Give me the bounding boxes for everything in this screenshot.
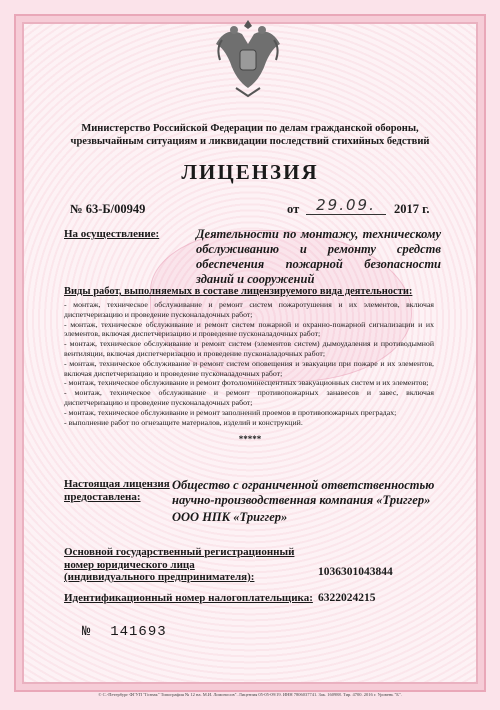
list-item: - монтаж, техническое обслуживание и ремонт противопожарных занавесов и завес, включая диспетчеризацию и проведение пусконаладочных работ; <box>64 388 434 407</box>
list-item: - монтаж, техническое обслуживание и ремонт фотолюминесцентных эвакуационных систем и их элементов; <box>64 378 429 388</box>
ogrn-value: 1036301043844 <box>318 566 393 578</box>
ogrn-label-line-3: (индивидуального предпринимателя): <box>64 571 255 583</box>
list-item: - монтаж, техническое обслуживание и ремонт систем пожарной и охранно-пожарной сигнализации и их элементов, включая диспетчеризацию и проведение пусконаладочных работ; <box>64 319 434 339</box>
inn-value: 6322024215 <box>318 592 376 604</box>
works-title: Виды работ, выполняемых в составе лицензируемого вида деятельности: <box>64 286 413 297</box>
ministry-line-1: Министерство Российской Федерации по делам гражданской обороны, <box>81 123 419 134</box>
holder-label-line-1: Настоящая лицензия <box>64 478 170 490</box>
list-item: - монтаж, техническое обслуживание и ремонт заполнений проемов в противопожарных преградах; <box>64 407 397 417</box>
list-item: - выполнение работ по огнезащите материалов, изделий и конструкций. <box>64 417 303 427</box>
license-number <box>70 202 145 217</box>
coat-of-arms-icon <box>208 14 288 100</box>
holder-name: Общество с ограниченной ответственностью научно-производственная компания «Триггер» <box>172 478 435 507</box>
license-year: 2017 г. <box>394 202 430 216</box>
form-serial <box>82 624 167 640</box>
date-from-label: от <box>287 202 300 216</box>
serial-sign: № <box>82 624 92 640</box>
number-sign: № <box>70 202 83 216</box>
ministry-line-2: чрезвычайным ситуациям и ликвидации последствий стихийных бедствий <box>70 136 430 147</box>
holder-label <box>64 478 170 504</box>
list-item: - монтаж, техническое обслуживание и ремонт систем оповещения и эвакуации при пожаре и их элементов, включая диспетчеризацию и проведение пусконаладочных работ; <box>64 358 434 378</box>
activity-label: На осуществление: <box>64 228 160 240</box>
holder-short-name: ООО НПК «Триггер» <box>172 510 288 524</box>
list-item: - монтаж, техническое обслуживание и ремонт систем (элементов систем) дымоудаления и противодымной вентиляции, включая диспетчеризацию и проведение пусконаладочных работ; <box>64 339 434 358</box>
ogrn-label-line-2: номер юридического лица <box>64 558 195 571</box>
ogrn-label <box>64 546 294 584</box>
holder-label-line-2: предоставлена: <box>64 491 141 503</box>
document-title: ЛИЦЕНЗИЯ <box>181 160 319 184</box>
stars-separator: ***** <box>238 434 262 444</box>
activity-text: Деятельности по монтажу, техническому обслуживанию и ремонту средств обеспечения пожарной безопасности зданий и сооружений <box>196 227 441 286</box>
inn-label: Идентификационный номер налогоплательщика: <box>64 592 313 604</box>
works-list <box>64 300 434 427</box>
ogrn-label-line-1: Основной государственный регистрационный <box>64 546 295 558</box>
license-date: 29.09. <box>306 196 386 215</box>
ministry-header <box>40 122 460 148</box>
list-item: - монтаж, техническое обслуживание и ремонт систем пожаротушения и их элементов, включая диспетчеризацию и проведение пусконаладочных работ; <box>64 300 434 319</box>
serial-number: 141693 <box>110 624 167 640</box>
license-number-value: 63-Б/00949 <box>85 202 146 216</box>
printer-imprint: © С.-Петербург ФГУП "Гознак" Типография № 12 на. М.И. Ломоносов". Лицензия 05-05-09/19. ИНН 7806037741. Зак. 160988. Тир. 4700. 2016 г. Уровень "Б". <box>98 692 402 697</box>
